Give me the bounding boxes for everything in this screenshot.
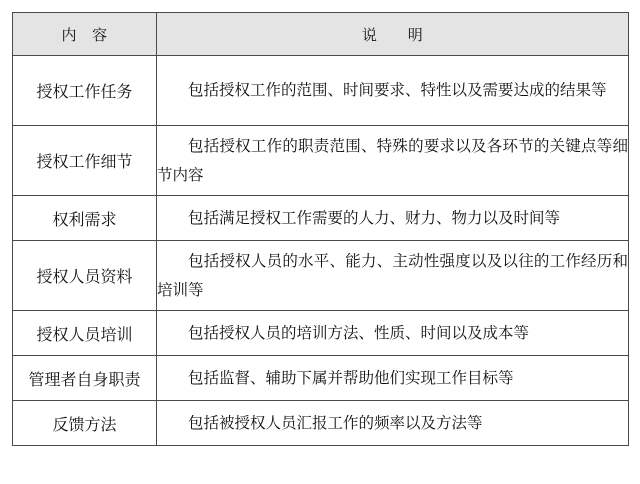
header-row: [13, 13, 629, 56]
table-row: [13, 126, 629, 196]
row-description-text: 包括监督、辅助下属并帮助他们实现工作目标等: [188, 368, 514, 387]
row-description: [157, 241, 629, 311]
row-item: 授权工作细节: [13, 126, 157, 196]
table-row: [13, 356, 629, 401]
header-description: 说 明: [157, 13, 629, 56]
row-description: [157, 196, 629, 241]
row-description: [157, 56, 629, 126]
row-description: [157, 401, 629, 446]
row-item: 授权工作任务: [13, 56, 157, 126]
table-row: [13, 401, 629, 446]
header-content: 内 容: [13, 13, 157, 56]
row-item: 管理者自身职责: [13, 356, 157, 401]
row-description: [157, 126, 629, 196]
row-item: 授权人员资料: [13, 241, 157, 311]
row-description: [157, 356, 629, 401]
table-row: [13, 241, 629, 311]
table-row: [13, 311, 629, 356]
row-description-text: 包括授权工作的职责范围、特殊的要求以及各环节的关键点等细节内容: [157, 136, 628, 184]
row-description-text: 包括授权人员的水平、能力、主动性强度以及以往的工作经历和培训等: [157, 251, 628, 299]
row-item: 权利需求: [13, 196, 157, 241]
row-description-text: 包括授权工作的范围、时间要求、特性以及需要达成的结果等: [188, 81, 607, 99]
row-description: [157, 311, 629, 356]
authorization-content-table: [12, 12, 629, 446]
row-description-text: 包括满足授权工作需要的人力、财力、物力以及时间等: [188, 208, 561, 227]
row-description-text: 包括被授权人员汇报工作的频率以及方法等: [188, 413, 483, 432]
table-row: [13, 196, 629, 241]
row-item: 反馈方法: [13, 401, 157, 446]
row-item: 授权人员培训: [13, 311, 157, 356]
row-description-text: 包括授权人员的培训方法、性质、时间以及成本等: [188, 323, 530, 342]
table-row: [13, 56, 629, 126]
